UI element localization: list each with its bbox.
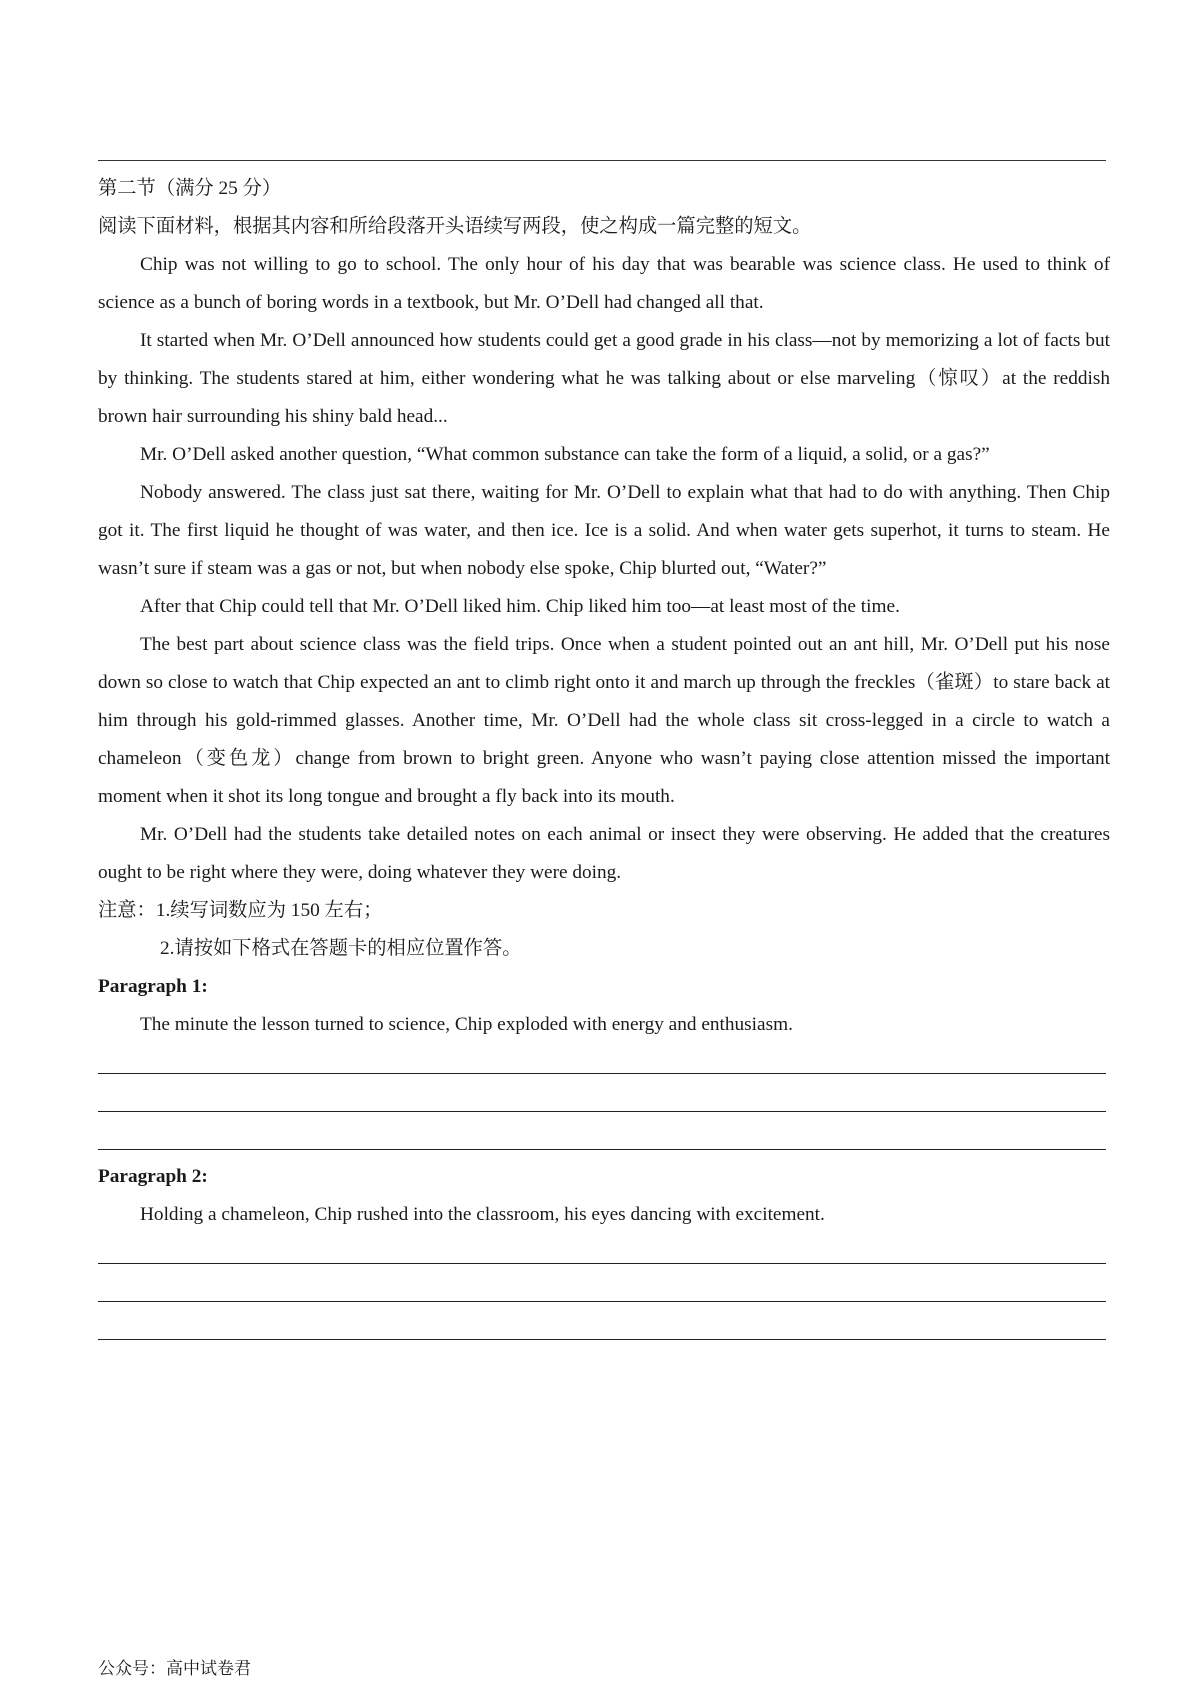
paragraph-1-opening: The minute the lesson turned to science, Chip exploded with energy and enthusiasm.: [140, 1014, 793, 1035]
answer-line[interactable]: [98, 1234, 1110, 1272]
passage-paragraph: The best part about science class was the field trips. Once when a student pointed out an ant hill, Mr. O’Dell put his nose down so close to watch that Chip expected an ant to climb right onto it and march up through the freckles（雀斑）to stare back at him through his gold-rimmed glasses. Another time, Mr. O’Dell had the whole class sit cross-legged in a circle to watch a chameleon（变色龙）change from brown to bright green. Anyone who wasn’t paying close attention missed the important moment when it shot its long tongue and brought a fly back into its mouth.: [98, 634, 1110, 807]
passage-paragraph: After that Chip could tell that Mr. O’Dell liked him. Chip liked him too—at least most of the time.: [140, 596, 900, 617]
answer-line[interactable]: [98, 1120, 1110, 1158]
answer-line[interactable]: [98, 1310, 1110, 1348]
section-instruction: 阅读下面材料，根据其内容和所给段落开头语续写两段，使之构成一篇完整的短文。: [98, 216, 812, 237]
passage-paragraph: Mr. O’Dell had the students take detailed notes on each animal or insect they were observing. He added that the creatures ought to be right where they were, doing whatever they were doing.: [98, 824, 1110, 883]
paragraph-2-opening: Holding a chameleon, Chip rushed into the classroom, his eyes dancing with excitement.: [140, 1204, 825, 1225]
passage-paragraph: It started when Mr. O’Dell announced how students could get a good grade in his class—not by memorizing a lot of facts but by thinking. The students stared at him, either wondering what he was talking about or else marveling（惊叹）at the reddish brown hair surrounding his shiny bald head...: [98, 330, 1110, 427]
notes-item-2: 2.请按如下格式在答题卡的相应位置作答。: [160, 938, 522, 959]
passage-paragraph: Mr. O’Dell asked another question, “What common substance can take the form of a liquid, a solid, or a gas?”: [140, 444, 990, 465]
answer-line[interactable]: [98, 1272, 1110, 1310]
notes-label: 注意：: [98, 900, 156, 921]
header-rule: [98, 160, 1106, 161]
paragraph-1-label: Paragraph 1:: [98, 976, 208, 997]
answer-line[interactable]: [98, 1082, 1110, 1120]
footer-source: 公众号：高中试卷君: [98, 1659, 251, 1678]
notes-line-1: [98, 892, 1110, 930]
notes-item-1: 1.续写词数应为 150 左右；: [155, 900, 383, 921]
exam-section: [98, 170, 1110, 1348]
answer-line[interactable]: [98, 1044, 1110, 1082]
section-heading: 第二节（满分 25 分）: [98, 178, 282, 199]
paragraph-2-label: Paragraph 2:: [98, 1166, 208, 1187]
passage-paragraph: Nobody answered. The class just sat there, waiting for Mr. O’Dell to explain what that had to do with anything. Then Chip got it. The first liquid he thought of was water, and then ice. Ice is a solid. And when water gets superhot, it turns to steam. He wasn’t sure if steam was a gas or not, but when nobody else spoke, Chip blurted out, “Water?”: [98, 482, 1110, 579]
passage-paragraph: Chip was not willing to go to school. The only hour of his day that was bearable was science class. He used to think of science as a bunch of boring words in a textbook, but Mr. O’Dell had changed all that.: [98, 254, 1110, 313]
